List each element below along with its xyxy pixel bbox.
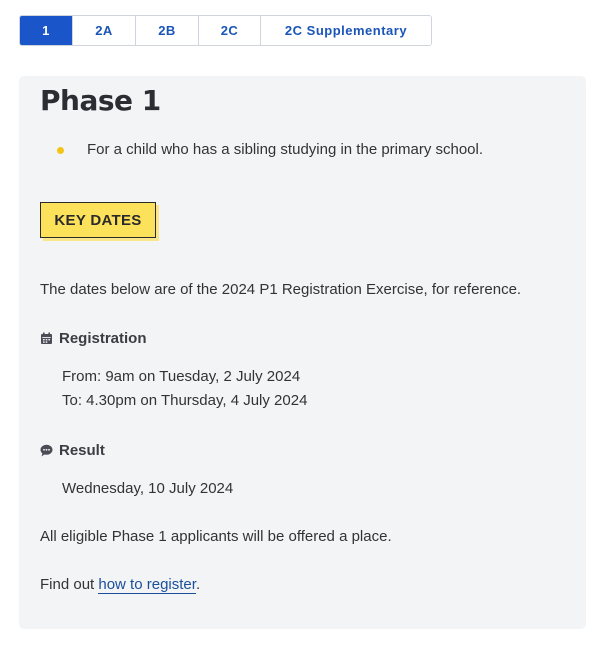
- tab-phase-2a[interactable]: 2A: [73, 16, 136, 45]
- eligible-note: All eligible Phase 1 applicants will be offered a place.: [40, 528, 392, 545]
- find-out-prefix: Find out: [40, 576, 99, 593]
- announcement-icon: [40, 444, 53, 457]
- bullet-dot-icon: [57, 147, 64, 154]
- result-heading-label: Result: [59, 442, 105, 459]
- result-heading: [40, 442, 105, 459]
- find-out-text: [40, 576, 200, 593]
- registration-to: To: 4.30pm on Thursday, 4 July 2024: [62, 392, 308, 409]
- dates-intro-text: The dates below are of the 2024 P1 Registration Exercise, for reference.: [40, 281, 522, 298]
- tab-phase-2b[interactable]: 2B: [136, 16, 199, 45]
- eligibility-bullet: For a child who has a sibling studying in the primary school.: [87, 141, 484, 158]
- tab-phase-2c-supplementary[interactable]: 2C Supplementary: [261, 16, 431, 45]
- registration-from: From: 9am on Tuesday, 2 July 2024: [62, 368, 301, 385]
- tab-phase-2c[interactable]: 2C: [199, 16, 261, 45]
- result-date: Wednesday, 10 July 2024: [62, 480, 234, 497]
- page-title: Phase 1: [40, 84, 161, 117]
- tab-phase-1[interactable]: 1: [20, 16, 73, 45]
- how-to-register-link[interactable]: how to register: [98, 576, 196, 593]
- find-out-suffix: .: [195, 576, 201, 593]
- phase-content-card: [19, 76, 586, 629]
- registration-heading: [40, 330, 147, 347]
- calendar-icon: [40, 332, 53, 345]
- phase-tabs: [19, 15, 432, 46]
- registration-heading-label: Registration: [59, 330, 147, 347]
- key-dates-heading: KEY DATES: [40, 202, 156, 238]
